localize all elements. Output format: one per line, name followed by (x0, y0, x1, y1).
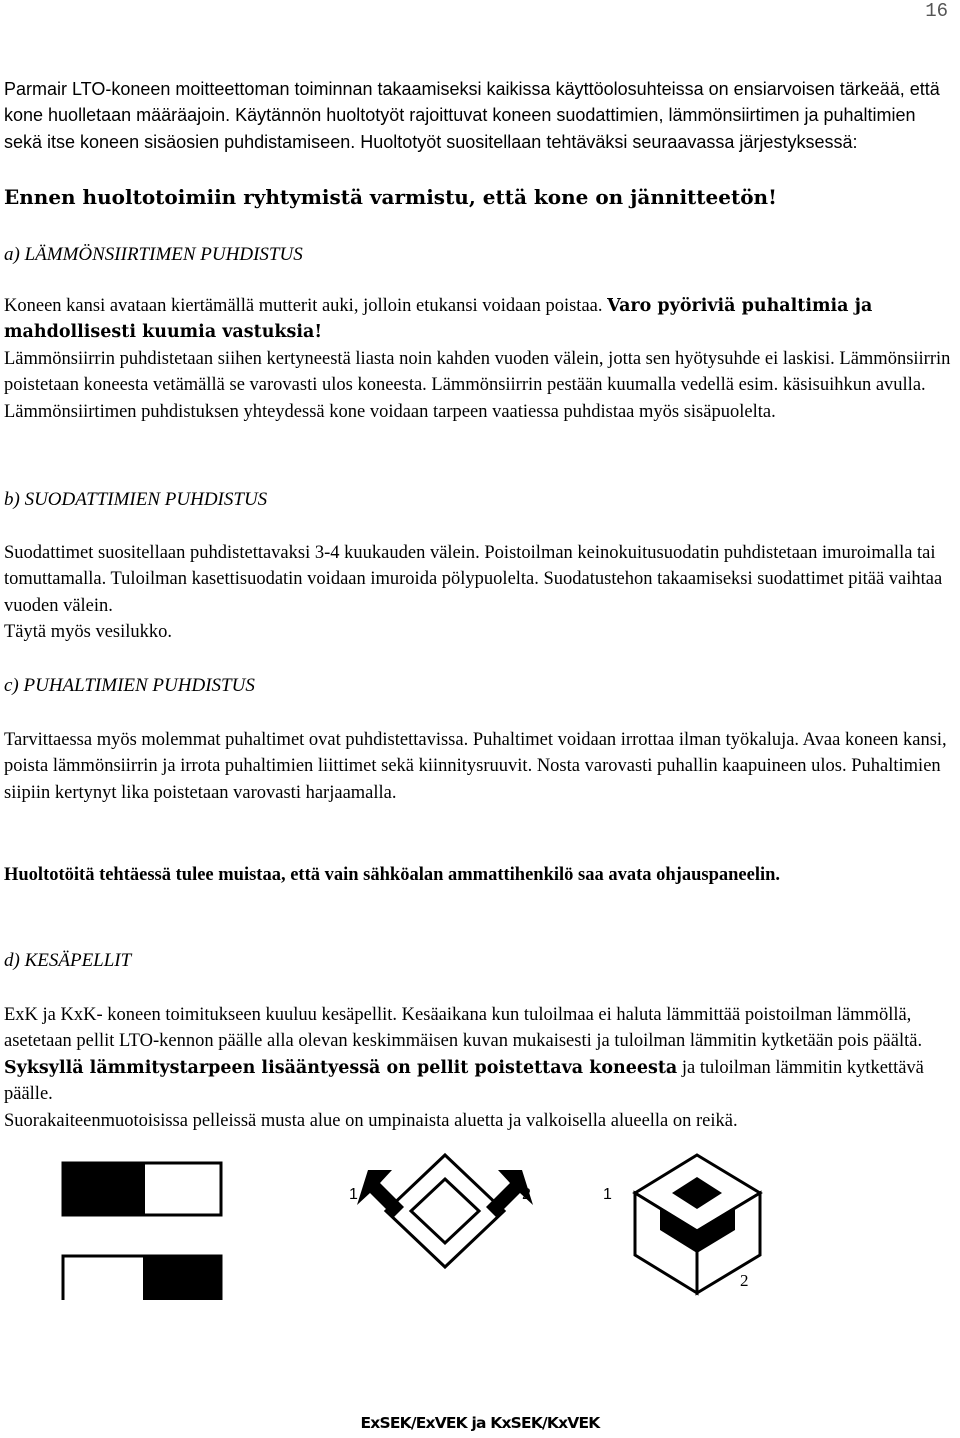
damper-illustration (0, 1145, 960, 1300)
summer-dampers-text-1: ExK ja KxK- koneen toimitukseen kuuluu kesäpellit. Kesäaikana kun tuloilmaa ei haluta lämmittää poistoilman lämmöllä, asetetaan pellit LTO-kennon päälle alla olevan keskimmäisen kuvan mukaisesti ja tuloilman lämmitin kytketään pois päältä. (4, 1005, 923, 1052)
heading-fan-cleaning: c) PUHALTIMIEN PUHDISTUS (4, 675, 255, 696)
footer-model-names: ExSEK/ExVEK ja KxSEK/KxVEK (360, 1414, 600, 1432)
diamond-label-2: 2 (522, 1186, 531, 1203)
heat-exchanger-paragraph (4, 293, 956, 425)
heading-heat-exchanger-cleaning: a) LÄMMÖNSIIRTIMEN PUHDISTUS (4, 244, 303, 265)
control-panel-warning: Huoltotöitä tehtäessä tulee muistaa, että vain sähköalan ammattihenkilö saa avata ohjauspaneelin. (4, 865, 781, 885)
heat-exchanger-text-2: Lämmönsiirrin puhdistetaan siihen kertyneestä liasta noin kahden vuoden välein, jotta sen hyötysuhde ei laskisi. Lämmönsiirrin poistetaan koneesta vetämällä se varovasti ulos koneesta. Lämmönsiirrin pestään kuumalla vedellä esim. käsisuihkun avulla. Lämmönsiirtimen puhdistuksen yhteydessä kone voidaan tarpeen vaatiessa puhdistaa myös sisäpuolelta. (4, 348, 951, 422)
damper-rect-bottom-solid (143, 1256, 221, 1300)
summer-dampers-text-3: Suorakaiteenmuotoisissa pelleissä musta alue on umpinaista aluetta ja valkoisella alueella on reikä. (4, 1110, 738, 1131)
rectangular-dampers (63, 1163, 221, 1300)
summer-dampers-text-2: ja tuloilman lämmitin kytkettävä päälle. (4, 1057, 924, 1105)
diamond-damper (349, 1155, 533, 1267)
fan-cleaning-paragraph: Tarvittaessa myös molemmat puhaltimet ovat puhdistettavissa. Puhaltimet voidaan irrottaa ilman työkaluja. Avaa koneen kansi, poista lämmönsiirrin ja irrota puhaltimien liittimet sekä kiinnitysruuvit. Nosta varovasti puhallin kaapuineen ulos. Puhaltimien siipiin kertynyt lika poistetaan varovasti harjaamalla. (4, 730, 947, 803)
heading-filter-cleaning: b) SUODATTIMIEN PUHDISTUS (4, 489, 268, 510)
voltage-warning: Ennen huoltotoimiin ryhtymistä varmistu, että kone on jännitteetön! (4, 185, 777, 209)
damper-rect-top-solid (63, 1163, 145, 1215)
filter-text-2: Täytä myös vesilukko. (4, 622, 173, 643)
heat-exchanger-text-1: Koneen kansi avataan kiertämällä mutterit auki, jolloin etukansi voidaan poistaa. (4, 296, 608, 316)
intro-paragraph: Parmair LTO-koneen moitteettoman toiminnan takaamiseksi kaikissa käyttöolosuhteissa on ensiarvoisen tärkeää, että kone huolletaan määräajoin. Käytännön huoltotyöt rajoittuvat koneen suodattimien, lämmönsiirtimen ja puhaltimien sekä itse koneen sisäosien puhdistamiseen. Huoltotyöt suositellaan tehtäväksi seuraavassa järjestyksessä: (4, 79, 940, 152)
cube-label-2: 2 (740, 1271, 749, 1290)
autumn-removal-note: Syksyllä lämmitystarpeen lisääntyessä on pellit poistettava koneesta (4, 1057, 678, 1078)
diamond-label-1: 1 (349, 1186, 358, 1203)
heading-summer-dampers: d) KESÄPELLIT (4, 950, 132, 971)
filter-text-1: Suodattimet suositellaan puhdistettavaksi 3-4 kuukauden välein. Poistoilman keinokuitusuodatin puhdistetaan imuroimalla tai tomuttamalla. Tuloilman kasettisuodatin voidaan imuroida pölypuolelta. Suodatustehon takaamiseksi suodattimet pitää vaihtaa vuoden välein. (4, 543, 943, 616)
cube-label-1: 1 (603, 1186, 612, 1203)
page-number: 16 (925, 0, 948, 22)
arrow-left-icon (357, 1170, 404, 1217)
filter-paragraph (4, 540, 956, 646)
cube-damper (603, 1155, 760, 1293)
summer-dampers-paragraph (4, 1002, 956, 1134)
fan-warning: Varo pyöriviä puhaltimia ja mahdollisesti kuumia vastuksia! (4, 296, 873, 343)
